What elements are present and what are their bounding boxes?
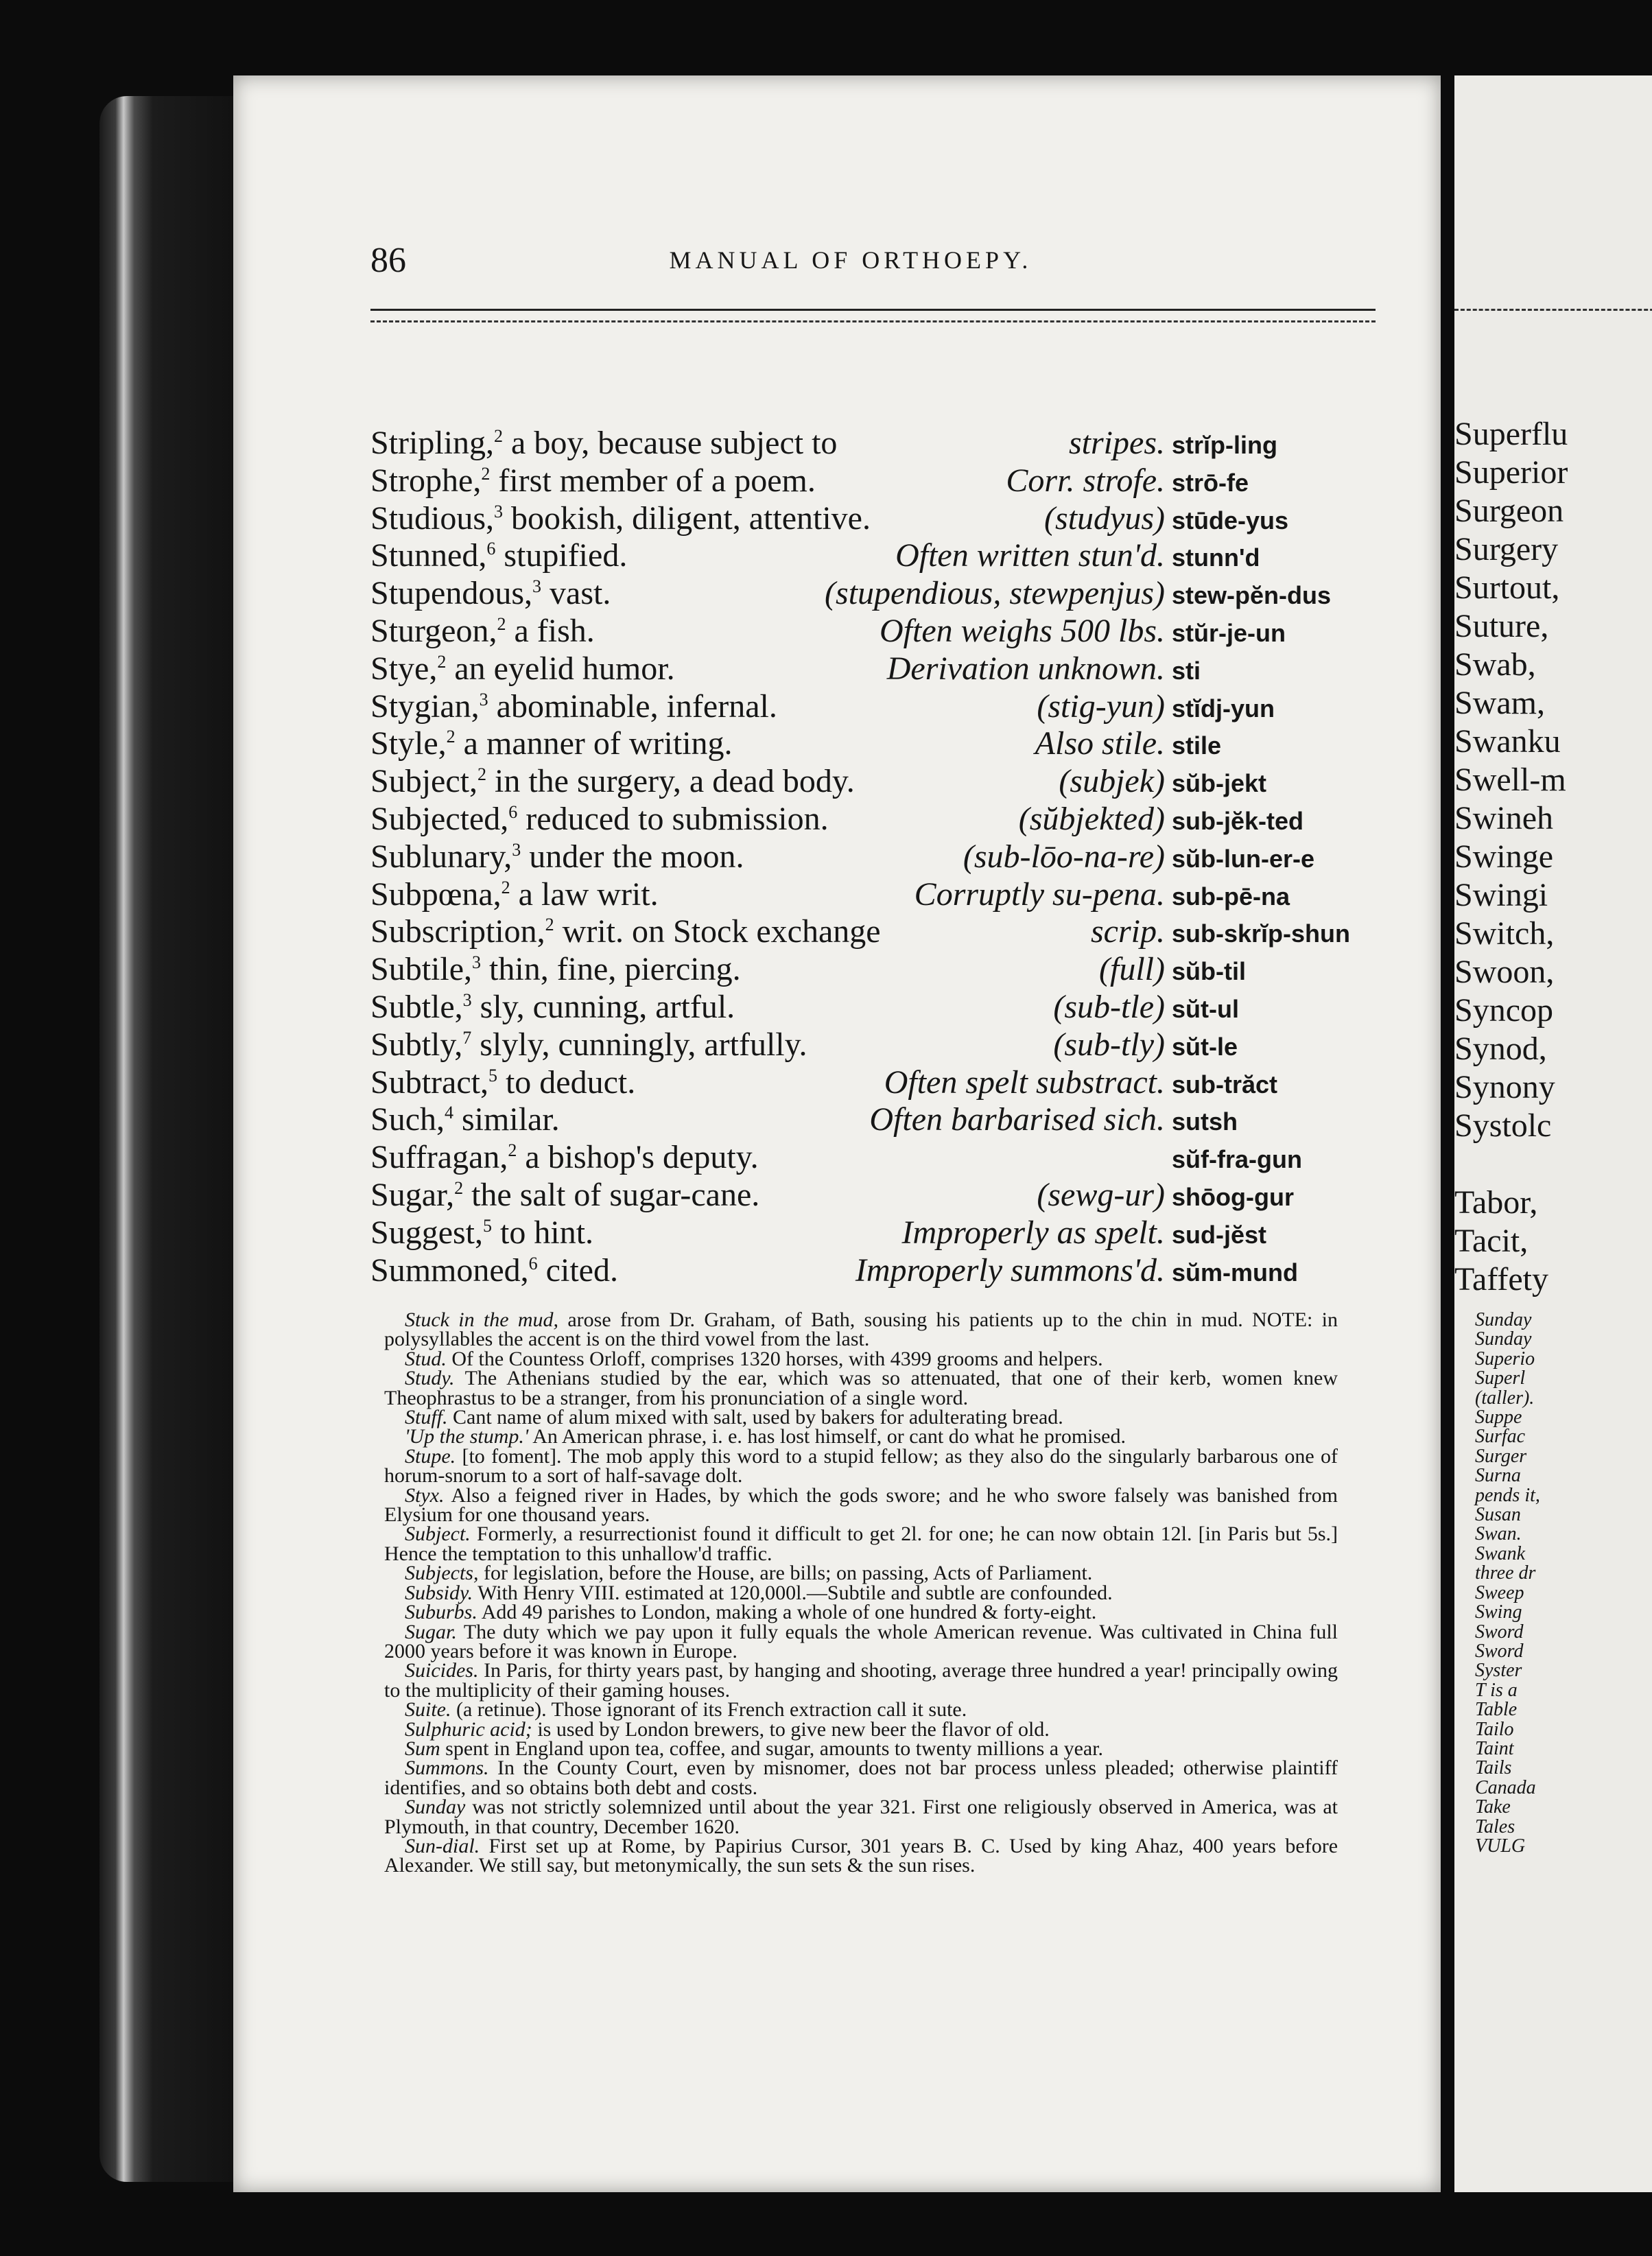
note-text: for legislation, before the House, are bills; on passing, Acts of Parliament. (483, 1562, 1093, 1585)
entry-headword-def (370, 725, 1035, 762)
entry-number: 3 (532, 576, 542, 597)
note-lead: 'Up the stump.' (405, 1425, 529, 1448)
note-paragraph (384, 1603, 1338, 1622)
entry-word: Such, (370, 1101, 445, 1138)
facing-word: Swinge (1454, 838, 1553, 875)
entry-pronunciation: stĭdj-yun (1172, 694, 1275, 722)
facing-page (1454, 75, 1652, 2192)
entry-headword-def (370, 500, 1044, 537)
note-paragraph (384, 1564, 1338, 1583)
entry-pronunciation: stūde-yus (1172, 506, 1289, 534)
facing-word: Swoon, (1454, 954, 1555, 990)
entry-row (370, 800, 1352, 838)
entry-word: Subtly, (370, 1026, 463, 1063)
entry-number: 2 (545, 915, 554, 935)
entry-word: Subjected, (370, 800, 509, 837)
entry-note: Often weighs 500 lbs. (880, 612, 1165, 649)
entry-row (370, 1176, 1352, 1214)
entry-headword-def (370, 950, 1099, 988)
note-lead: Stud. (405, 1347, 447, 1370)
note-paragraph (384, 1444, 1338, 1488)
entry-row (370, 1064, 1352, 1101)
note-lead: Suburbs. (405, 1601, 477, 1624)
entry-row (370, 574, 1352, 612)
entry-number: 3 (494, 501, 504, 521)
entry-number: 2 (497, 613, 506, 634)
note-text: Add 49 parishes to London, making a whole of one hundred & forty-eight. (481, 1601, 1097, 1624)
entry-headword-def (370, 800, 1019, 838)
entry-word: Sublunary, (370, 838, 512, 875)
note-text: Of the Countess Orloff, comprises 1320 horses, with 4399 grooms and helpers. (451, 1347, 1103, 1370)
entry-definition: thin, fine, piercing. (489, 951, 741, 988)
entry-row (370, 1138, 1352, 1176)
entry-headword-def (370, 1252, 856, 1289)
note-paragraph (384, 1756, 1338, 1799)
facing-note-fragment: Superl (1475, 1367, 1526, 1389)
entry-note: (stupendious, stewpenjus) (825, 575, 1165, 612)
entry-headword-def (370, 574, 825, 612)
entry-word: Subject, (370, 763, 477, 800)
entry-number: 3 (462, 989, 472, 1010)
note-lead: Sum (405, 1737, 440, 1760)
note-text: In the County Court, even by misnomer, does not bar process unless pleaded; otherwise plaintiff identifies, and so obtains both debt and costs. (384, 1756, 1338, 1799)
entry-list (370, 424, 1352, 1289)
facing-note-fragment: Tailo (1475, 1718, 1514, 1740)
entry-headword-def (370, 688, 1037, 725)
note-text: was not strictly solemnized until about the year 321. First one religiously observed in America, was at Plymouth, in that country, December 1620. (384, 1796, 1338, 1838)
facing-word: Swell-m (1454, 762, 1566, 798)
entry-number: 2 (437, 651, 447, 672)
entry-pronunciation: stile (1172, 731, 1222, 760)
entry-word: Stunned, (370, 537, 487, 574)
note-paragraph (384, 1698, 1338, 1722)
note-text: is used by London brewers, to give new beer the flavor of old. (537, 1717, 1050, 1741)
facing-word: Swam, (1454, 685, 1545, 721)
entry-row (370, 537, 1352, 574)
facing-note-fragment: Tails (1475, 1757, 1512, 1779)
entry-headword-def (370, 612, 880, 650)
entry-note: (sub-lōo-na-re) (963, 838, 1165, 875)
entry-note: stripes. (1068, 425, 1165, 461)
entry-number: 2 (454, 1177, 464, 1198)
entry-word: Subtle, (370, 988, 463, 1025)
facing-note-fragment: Surger (1475, 1445, 1527, 1467)
entry-row (370, 725, 1352, 762)
entry-row (370, 688, 1352, 725)
facing-note-fragment: Taint (1475, 1737, 1514, 1759)
note-lead: Stupe. (405, 1444, 456, 1468)
entry-note: (full) (1099, 951, 1165, 988)
entry-definition: under the moon. (529, 838, 744, 875)
note-text: An American phrase, i. e. has lost himself, or cant do what he promised. (532, 1425, 1126, 1448)
facing-word: Tabor, (1454, 1184, 1538, 1221)
entry-number: 3 (479, 689, 488, 709)
running-header (370, 240, 1331, 288)
entry-pronunciation: sŭf-fra-gun (1172, 1145, 1302, 1174)
entry-headword-def (370, 1176, 1037, 1214)
entry-pronunciation: stunn'd (1172, 543, 1260, 572)
facing-note-fragment: Tales (1475, 1816, 1515, 1837)
book-page (233, 75, 1441, 2192)
entry-note: Improperly summons'd. (855, 1252, 1165, 1289)
entry-word: Stripling, (370, 425, 495, 461)
facing-note-fragment: Sunday (1475, 1309, 1532, 1330)
facing-note-fragment: Swan. (1475, 1523, 1522, 1545)
note-paragraph (384, 1620, 1338, 1662)
entry-definition: first member of a poem. (498, 462, 816, 499)
entry-pronunciation: strō-fe (1172, 468, 1249, 497)
facing-note-fragment: Canada (1475, 1776, 1536, 1798)
entry-pronunciation: sŭt-le (1172, 1032, 1238, 1061)
entry-definition: the salt of sugar-cane. (471, 1176, 760, 1213)
entry-word: Sugar, (370, 1176, 455, 1213)
entry-pronunciation: sŭt-ul (1172, 994, 1239, 1023)
facing-header-rule (1454, 309, 1652, 311)
facing-word: Tacit, (1454, 1223, 1529, 1259)
note-text: The duty which we pay upon it fully equals the whole American revenue. Was cultivated in China full 2000 years before it was known in Europe. (384, 1620, 1338, 1662)
entry-word: Subtile, (370, 951, 473, 988)
facing-word: Taffety (1454, 1261, 1549, 1297)
entry-row (370, 1214, 1352, 1252)
entry-note: (stig-yun) (1037, 688, 1165, 725)
entry-pronunciation: stew-pĕn-dus (1172, 581, 1332, 610)
entry-row (370, 876, 1352, 913)
entry-word: Suggest, (370, 1214, 484, 1251)
entry-number: 6 (486, 539, 496, 559)
entry-note: Often barbarised sich. (869, 1101, 1165, 1138)
facing-note-fragment: Suppe (1475, 1407, 1522, 1429)
entry-definition: a boy, because subject to (511, 425, 838, 461)
entry-pronunciation: sub-jĕk-ted (1172, 806, 1304, 835)
facing-note-fragment: Syster (1475, 1660, 1522, 1682)
entry-definition: sly, cunning, artful. (480, 988, 735, 1025)
page-number: 86 (370, 241, 406, 280)
entry-pronunciation: sub-skrĭp-shun (1172, 919, 1351, 948)
facing-note-fragment: VULG (1475, 1835, 1526, 1857)
note-lead: Sunday (405, 1796, 466, 1819)
header-rule (370, 309, 1376, 322)
entry-number: 4 (445, 1103, 453, 1123)
note-text: spent in England upon tea, coffee, and sugar, amounts to twenty millions a year. (445, 1737, 1104, 1760)
entry-definition: similar. (462, 1101, 560, 1138)
entry-number: 3 (512, 839, 521, 860)
entry-headword-def (370, 537, 895, 574)
entry-headword-def (370, 1214, 901, 1252)
entry-note: (sub-tly) (1053, 1026, 1165, 1063)
note-text: First set up at Rome, by Papirius Cursor, 301 years B. C. Used by king Ahaz, 400 years before Alexander. We still say, but metonymically, the sun sets & the sun rises. (384, 1834, 1338, 1877)
note-lead: Subsidy. (405, 1581, 473, 1604)
facing-word: Swanku (1454, 723, 1561, 760)
entry-headword-def (370, 913, 1091, 950)
facing-note-fragment: Sword (1475, 1621, 1524, 1643)
entry-definition: in the surgery, a dead body. (494, 763, 855, 800)
notes-section (384, 1308, 1338, 1877)
note-text: Cant name of alum mixed with salt, used by bakers for adulterating bread. (453, 1406, 1063, 1429)
entry-note: (sŭbjekted) (1018, 800, 1165, 837)
facing-word: Surgeon (1454, 493, 1564, 529)
entry-definition: a bishop's deputy. (525, 1139, 759, 1176)
facing-entry-list (1454, 415, 1568, 1145)
entry-pronunciation: sŭb-til (1172, 957, 1246, 986)
entry-headword-def (370, 1138, 1165, 1176)
entry-word: Strophe, (370, 462, 482, 499)
note-lead: Sulphuric acid; (405, 1717, 532, 1741)
entry-definition: to hint. (500, 1214, 594, 1251)
entry-row (370, 650, 1352, 688)
entry-headword-def (370, 462, 1006, 500)
facing-note-fragment: three dr (1475, 1562, 1536, 1584)
entry-headword-def (370, 762, 1059, 800)
entry-definition: reduced to submission. (526, 800, 829, 837)
entry-definition: cited. (545, 1252, 618, 1289)
entry-note: Often spelt substract. (884, 1064, 1165, 1101)
entry-number: 2 (494, 426, 504, 446)
note-paragraph (384, 1581, 1338, 1604)
entry-row (370, 1252, 1352, 1289)
entry-row (370, 1026, 1352, 1064)
facing-word: Swab, (1454, 646, 1536, 683)
entry-headword-def (370, 988, 1053, 1026)
note-text: With Henry VIII. estimated at 120,000l.—Subtile and subtle are confounded. (477, 1581, 1113, 1604)
facing-note-fragment: Susan (1475, 1504, 1521, 1526)
entry-word: Style, (370, 725, 447, 762)
entry-definition: a law writ. (518, 876, 659, 913)
entry-pronunciation: sŭb-jekt (1172, 769, 1267, 798)
entry-number: 7 (462, 1027, 472, 1048)
facing-note-fragment: Sweep (1475, 1582, 1524, 1603)
facing-note-fragment: Take (1475, 1796, 1511, 1818)
facing-word: Switch, (1454, 915, 1555, 952)
note-lead: Suicides. (405, 1659, 479, 1682)
facing-word: Swineh (1454, 800, 1553, 836)
entry-note: (studyus) (1044, 500, 1165, 537)
entry-row (370, 424, 1352, 462)
entry-word: Subscription, (370, 913, 545, 950)
note-paragraph (384, 1427, 1338, 1446)
facing-note-fragment: Swing (1475, 1601, 1522, 1623)
note-lead: Sugar. (405, 1620, 457, 1643)
entry-word: Summoned, (370, 1252, 529, 1289)
entry-number: 2 (477, 764, 486, 785)
entry-note: Improperly as spelt. (901, 1214, 1165, 1251)
entry-note: scrip. (1091, 913, 1165, 950)
facing-note-fragment: Sword (1475, 1640, 1524, 1662)
facing-note-fragment: (taller). (1475, 1387, 1535, 1409)
facing-word: Synod, (1454, 1031, 1547, 1067)
facing-word: Surgery (1454, 531, 1559, 567)
facing-word: Synony (1454, 1069, 1555, 1105)
entry-word: Stygian, (370, 688, 480, 725)
facing-word: Systolc (1454, 1107, 1552, 1144)
entry-note: Corr. strofe. (1006, 462, 1165, 499)
entry-number: 2 (446, 727, 456, 747)
book-spine (99, 96, 233, 2182)
entry-pronunciation: sutsh (1172, 1107, 1238, 1136)
note-lead: Styx. (405, 1483, 445, 1507)
entry-headword-def (370, 838, 963, 876)
entry-definition: an eyelid humor. (454, 650, 675, 687)
entry-word: Studious, (370, 500, 495, 537)
entry-headword-def (370, 424, 1069, 462)
entry-note: (subjek) (1059, 763, 1165, 800)
entry-number: 2 (501, 877, 510, 897)
entry-definition: bookish, diligent, attentive. (511, 500, 871, 537)
note-paragraph (384, 1717, 1338, 1741)
note-paragraph (384, 1483, 1338, 1527)
note-paragraph (384, 1798, 1338, 1837)
note-paragraph (384, 1347, 1338, 1370)
entry-pronunciation: strĭp-ling (1172, 431, 1277, 459)
note-text: In Paris, for thirty years past, by hanging and shooting, average three hundred a year! principally owing to the multiplicity of their gaming houses. (384, 1659, 1338, 1702)
note-lead: Sun-dial. (405, 1834, 480, 1857)
note-paragraph (384, 1661, 1338, 1700)
entry-word: Suffragan, (370, 1139, 508, 1176)
note-lead: Stuck in the mud, (405, 1308, 559, 1331)
note-text: arose from Dr. Graham, of Bath, sousing his patients up to the chin in mud. NOTE: in polysyllables the accent is on the third vowel from the last. (384, 1308, 1338, 1351)
entry-row (370, 950, 1352, 988)
page-title: MANUAL OF ORTHOEPY. (669, 246, 1032, 274)
entry-note: Also stile. (1035, 725, 1165, 762)
entry-number: 5 (483, 1215, 493, 1236)
entry-pronunciation: sti (1172, 656, 1201, 685)
entry-number: 5 (488, 1065, 497, 1085)
entry-number: 3 (472, 952, 482, 973)
entry-row (370, 462, 1352, 500)
entry-headword-def (370, 876, 914, 913)
entry-note: Often written stun'd. (895, 537, 1165, 574)
entry-definition: vast. (550, 575, 611, 612)
entry-word: Stupendous, (370, 575, 533, 612)
facing-entry-list-t (1454, 1184, 1548, 1299)
note-text: [to foment]. The mob apply this word to a stupid fellow; as they also do the singularly barbarous one of horum-snorum to a sort of half-savage dolt. (384, 1444, 1338, 1488)
note-paragraph (384, 1369, 1338, 1408)
entry-pronunciation: sub-trăct (1172, 1070, 1278, 1098)
entry-row (370, 988, 1352, 1026)
entry-pronunciation: sŭb-lun-er-e (1172, 844, 1315, 873)
entry-row (370, 500, 1352, 537)
entry-headword-def (370, 1026, 1053, 1064)
facing-word: Swingi (1454, 877, 1548, 913)
entry-definition: abominable, infernal. (496, 688, 777, 725)
facing-word: Suture, (1454, 608, 1549, 644)
entry-note: (sewg-ur) (1037, 1176, 1165, 1213)
entry-pronunciation: sŭm-mund (1172, 1258, 1298, 1286)
note-paragraph (384, 1408, 1338, 1427)
entry-pronunciation: sub-pē-na (1172, 882, 1290, 910)
facing-note-fragment: Table (1475, 1699, 1518, 1721)
note-lead: Stuff. (405, 1406, 448, 1429)
entry-headword-def (370, 650, 887, 688)
entry-number: 2 (481, 463, 491, 484)
facing-note-fragment: Surfac (1475, 1426, 1526, 1448)
facing-notes (1454, 1311, 1540, 1856)
facing-word: Surtout, (1454, 569, 1560, 606)
entry-definition: writ. on Stock exchange (562, 913, 881, 950)
note-paragraph (384, 1308, 1338, 1351)
note-lead: Summons. (405, 1756, 489, 1780)
entry-row (370, 762, 1352, 800)
entry-definition: slyly, cunningly, artfully. (480, 1026, 807, 1063)
note-lead: Subject. (405, 1523, 471, 1546)
note-paragraph (384, 1525, 1338, 1564)
entry-pronunciation: sud-jĕst (1172, 1220, 1267, 1249)
entry-word: Subtract, (370, 1064, 488, 1101)
entry-note: Derivation unknown. (886, 650, 1165, 687)
facing-note-fragment: Superio (1475, 1348, 1535, 1370)
note-paragraph (384, 1834, 1338, 1877)
entry-word: Stye, (370, 650, 438, 687)
note-text: (a retinue). Those ignorant of its French extraction call it sute. (456, 1698, 967, 1722)
facing-note-fragment: T is a (1475, 1679, 1518, 1701)
facing-note-fragment: Swank (1475, 1542, 1526, 1564)
note-lead: Suite. (405, 1698, 451, 1722)
entry-row (370, 612, 1352, 650)
facing-word: Superior (1454, 454, 1568, 491)
entry-number: 2 (508, 1140, 517, 1161)
entry-definition: a manner of writing. (463, 725, 733, 762)
entry-headword-def (370, 1064, 884, 1101)
facing-note-fragment: Sunday (1475, 1328, 1532, 1350)
note-text: Also a feigned river in Hades, by which the gods swore; and he who swore falsely was banished from Elysium for one thousand years. (384, 1483, 1338, 1527)
entry-number: 6 (508, 801, 518, 822)
entry-row (370, 838, 1352, 876)
entry-pronunciation: stŭr-je-un (1172, 618, 1286, 647)
entry-row (370, 1101, 1352, 1138)
entry-note: Corruptly su-pena. (914, 876, 1165, 913)
entry-headword-def (370, 1101, 869, 1138)
note-lead: Study. (405, 1367, 455, 1390)
note-text: The Athenians studied by the ear, which was so attenuated, that one of their kerb, women knew Theophrastus to be a stranger, from his pronunciation of a single word. (384, 1367, 1338, 1409)
entry-note: (sub-tle) (1053, 988, 1165, 1025)
facing-word: Syncop (1454, 992, 1553, 1029)
entry-number: 6 (528, 1253, 538, 1273)
note-paragraph (384, 1739, 1338, 1759)
facing-word: Superflu (1454, 416, 1568, 452)
entry-definition: a fish. (514, 612, 595, 649)
entry-definition: stupified. (504, 537, 628, 574)
entry-definition: to deduct. (505, 1064, 636, 1101)
note-text: Formerly, a resurrectionist found it difficult to get 2l. for one; he can now obtain 12l. [in Paris but 5s.] Hence the temptation to this unhallow'd traffic. (384, 1523, 1338, 1565)
note-lead: Subjects, (405, 1562, 479, 1585)
entry-word: Subpœna, (370, 876, 502, 913)
facing-note-fragment: Surna (1475, 1465, 1521, 1487)
entry-pronunciation: shōog-gur (1172, 1182, 1294, 1211)
facing-note-fragment: pends it, (1475, 1484, 1540, 1506)
entry-word: Sturgeon, (370, 612, 497, 649)
entry-row (370, 913, 1352, 950)
